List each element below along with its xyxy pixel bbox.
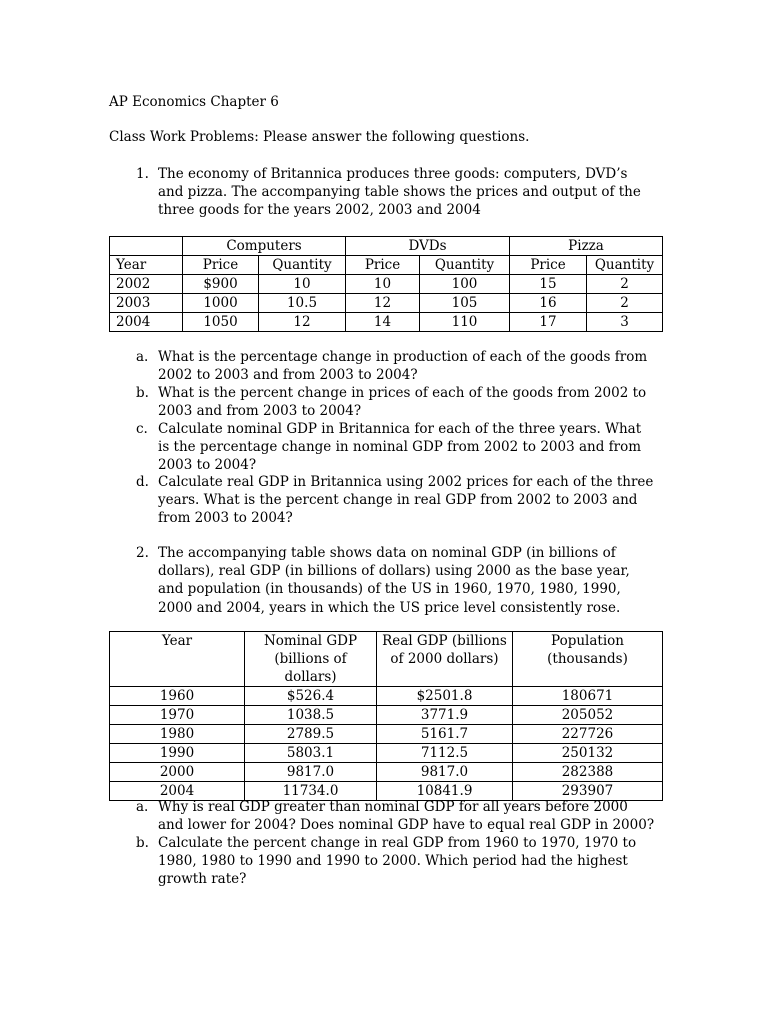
column-header: Quantity [259, 256, 346, 275]
table-cell: 15 [510, 275, 587, 294]
table-cell: 2 [587, 294, 663, 313]
table-cell: $2501.8 [377, 687, 513, 706]
question-number: 1. [136, 166, 149, 182]
part-text: Calculate the percent change in real GDP from 1960 to 1970, 1970 to 1980, 1980 to 1990 and 1990 to 2000. Which period had the highest growth rate? [158, 835, 637, 888]
question-number: 2. [136, 545, 149, 561]
question-1-part-b [136, 384, 656, 420]
table-header-row [110, 632, 663, 687]
question-text: The economy of Britannica produces three goods: computers, DVD’s and pizza. The accompanying table shows the prices and output of the three goods for the years 2002, 2003 and 2004 [158, 166, 641, 219]
table-cell: $526.4 [245, 687, 377, 706]
table-cell: 16 [510, 294, 587, 313]
table-cell: 7112.5 [377, 744, 513, 763]
table-cell: 250132 [513, 744, 663, 763]
table-row [110, 294, 663, 313]
table-cell: 2003 [110, 294, 183, 313]
table-cell: 10 [259, 275, 346, 294]
part-text: Calculate nominal GDP in Britannica for each of the three years. What is the percentage change in nominal GDP from 2002 to 2003 and from 2003 to 2004? [158, 421, 642, 474]
table-row [110, 744, 663, 763]
part-text: Calculate real GDP in Britannica using 2002 prices for each of the three years. What is the percent change in real GDP from 2002 to 2003 and from 2003 to 2004? [158, 474, 654, 527]
column-header: Quantity [587, 256, 663, 275]
group-header: DVDs [346, 237, 510, 256]
table-cell: 282388 [513, 763, 663, 782]
table-row [110, 687, 663, 706]
table-cell: 12 [346, 294, 420, 313]
part-label: b. [136, 385, 149, 401]
table-cell: 9817.0 [377, 763, 513, 782]
table-cell: 2789.5 [245, 725, 377, 744]
table-cell: 2 [587, 275, 663, 294]
part-label: d. [136, 474, 149, 490]
question-text: The accompanying table shows data on nominal GDP (in billions of dollars), real GDP (in billions of dollars) using 2000 as the base year, and population (in thousands) of the US in 1960, 1970, 1980, 1990, 2000 and 2004, years in which the US price level consistently rose. [158, 545, 630, 616]
table-cell: 105 [420, 294, 510, 313]
table-cell: 9817.0 [245, 763, 377, 782]
table-header-row [110, 237, 663, 256]
column-header: Real GDP (billions of 2000 dollars) [377, 632, 513, 687]
column-header: Year [110, 256, 183, 275]
table-cell: 1960 [110, 687, 245, 706]
table-cell: 110 [420, 313, 510, 332]
table-row [110, 706, 663, 725]
question-1-part-c [136, 420, 656, 475]
table-cell: 205052 [513, 706, 663, 725]
question-1-part-a [136, 348, 656, 384]
question-2 [136, 544, 656, 617]
table-cell: 100 [420, 275, 510, 294]
table-cell: $900 [183, 275, 259, 294]
table-cell: 2000 [110, 763, 245, 782]
part-text: Why is real GDP greater than nominal GDP for all years before 2000 and lower for 2004? Does nominal GDP have to equal real GDP in 2000? [158, 799, 655, 834]
table-cell: 12 [259, 313, 346, 332]
table-cell: 2004 [110, 313, 183, 332]
question-2-part-a [136, 798, 656, 834]
group-header: Pizza [510, 237, 663, 256]
part-label: b. [136, 835, 149, 851]
column-header: Nominal GDP (billions of dollars) [245, 632, 377, 687]
column-header: Population (thousands) [513, 632, 663, 687]
table-cell: 1990 [110, 744, 245, 763]
table-cell: 2004 [110, 782, 245, 801]
table-cell: 11734.0 [245, 782, 377, 801]
table-cell: 1038.5 [245, 706, 377, 725]
table-row [110, 725, 663, 744]
question-1-part-d [136, 473, 656, 528]
table-cell: 10 [346, 275, 420, 294]
table-cell: 10841.9 [377, 782, 513, 801]
group-header: Computers [183, 237, 346, 256]
table-cell: 14 [346, 313, 420, 332]
question-2-part-b [136, 834, 656, 889]
column-header: Price [346, 256, 420, 275]
column-header: Quantity [420, 256, 510, 275]
question-1 [136, 165, 656, 220]
column-header: Price [183, 256, 259, 275]
table-cell: 5161.7 [377, 725, 513, 744]
table-cell: 3 [587, 313, 663, 332]
table-cell: 1050 [183, 313, 259, 332]
table-cell [110, 237, 183, 256]
table-cell: 2002 [110, 275, 183, 294]
table-cell: 1970 [110, 706, 245, 725]
part-text: What is the percent change in prices of each of the goods from 2002 to 2003 and from 2003 to 2004? [158, 385, 647, 420]
table-cell: 180671 [513, 687, 663, 706]
table-header-row [110, 256, 663, 275]
table-cell: 10.5 [259, 294, 346, 313]
column-header: Price [510, 256, 587, 275]
table-cell: 3771.9 [377, 706, 513, 725]
instructions: Class Work Problems: Please answer the following questions. [109, 129, 530, 145]
table-cell: 1000 [183, 294, 259, 313]
table-row [110, 763, 663, 782]
table-row [110, 275, 663, 294]
table-row [110, 313, 663, 332]
gdp-table [109, 631, 663, 801]
column-header: Year [110, 632, 245, 687]
part-text: What is the percentage change in production of each of the goods from 2002 to 2003 and from 2003 to 2004? [158, 349, 648, 384]
part-label: a. [136, 349, 149, 365]
part-label: a. [136, 799, 149, 815]
page-title: AP Economics Chapter 6 [109, 94, 279, 110]
table-cell: 293907 [513, 782, 663, 801]
table-cell: 1980 [110, 725, 245, 744]
table-cell: 227726 [513, 725, 663, 744]
prices-output-table [109, 236, 663, 332]
table-cell: 17 [510, 313, 587, 332]
part-label: c. [136, 421, 148, 437]
table-cell: 5803.1 [245, 744, 377, 763]
